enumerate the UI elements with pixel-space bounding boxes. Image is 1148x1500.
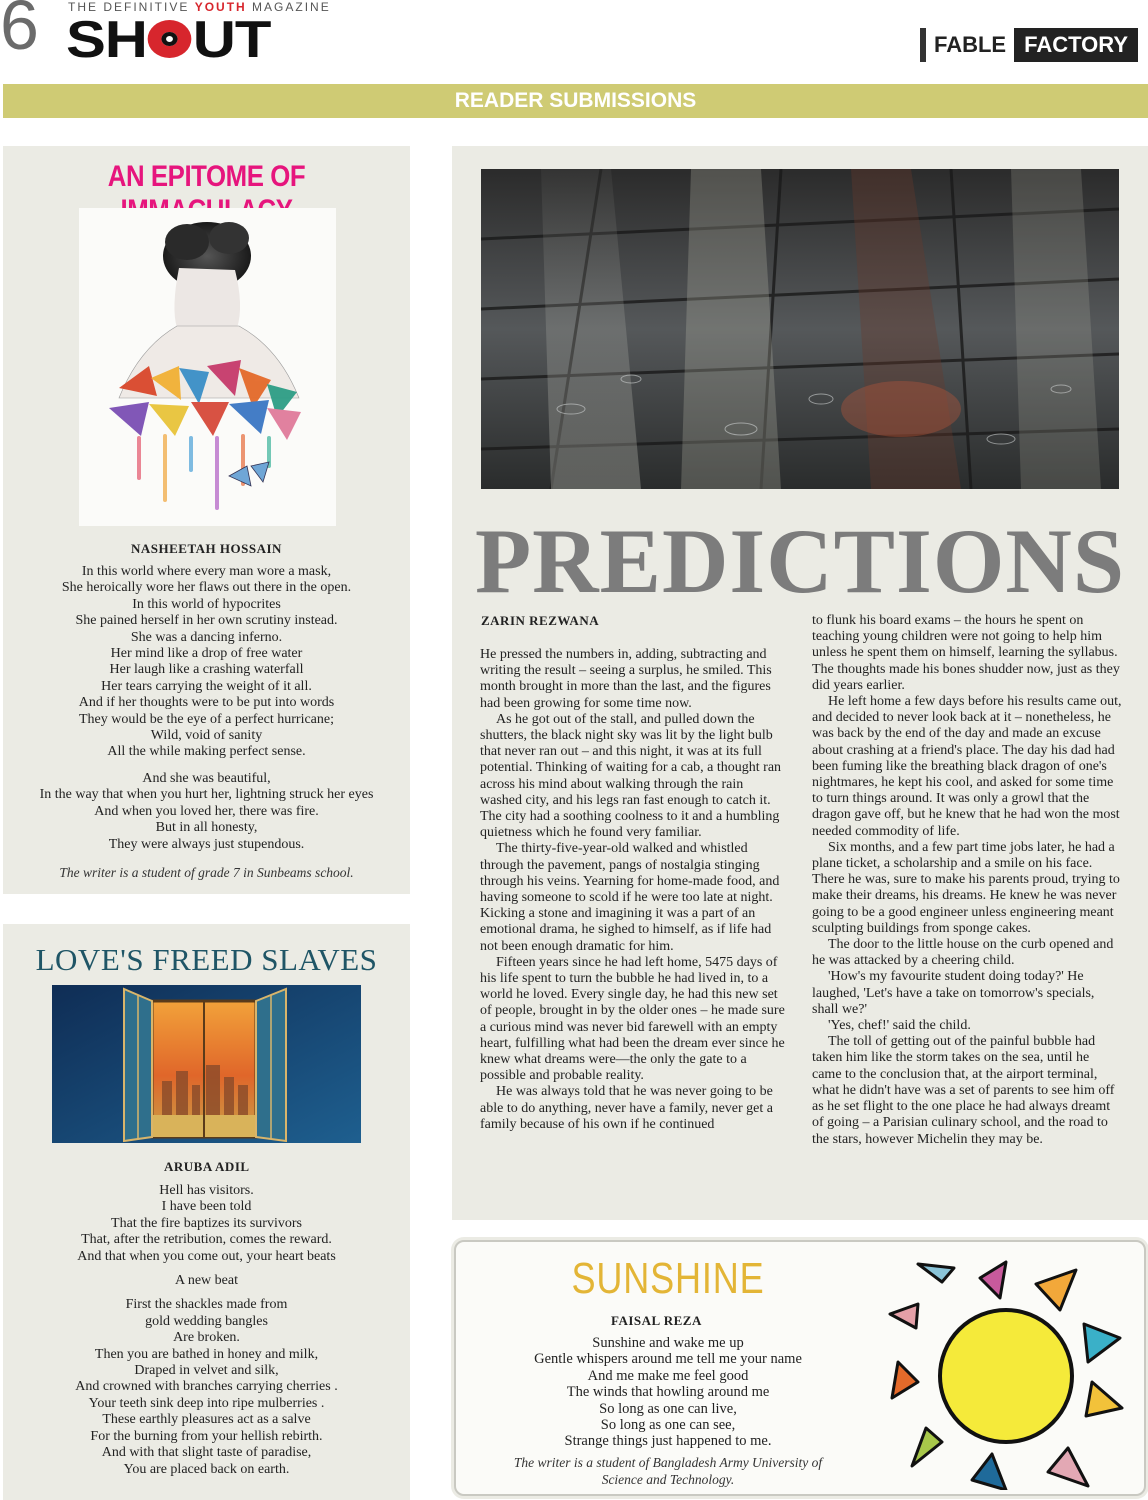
poem-line: And crowned with branches carrying cherries .: [75, 1379, 338, 1395]
poem-line: That the fire baptizes its survivors: [111, 1215, 302, 1231]
story-paragraph: He left home a few days before his results came out, and decided to never look back at it – nonetheless, he was back by the end of the day and made an excuse about crashing at a friend's place. The day his dad had been fuming like the breathing black dragon of one's nightmares, he kept his cool, and asked for some time to turn things around. It was only a growl that the dragon gave off, but he knew that he had won the most needed commodity of life.: [812, 694, 1122, 839]
story-paragraph: Fifteen years since he had left home, 5475 days of his life spent to turn the bubble he had lived in, to a world he loved. Every single day, he had this new set of people, brought in by the older ones – he made sure a curious mind was never bid farewell with an empty heart, fulfilling what had been the dream ever since he knew what dreams were—the only the gate to a possible and probable reality.: [480, 954, 785, 1084]
story-paragraph: 'How's my favourite student doing today?' He laughed, 'Let's have a take on tomorrow's specials, shall we?': [812, 969, 1095, 1017]
section-tag-bar: [920, 28, 926, 62]
poem-line: These earthly pleasures act as a salve: [102, 1412, 311, 1428]
poem1-author: NASHEETAH HOSSAIN: [131, 541, 282, 556]
story-author: ZARIN REZWANA: [481, 613, 600, 628]
poem-line: In this world where every man wore a mask,: [81, 564, 332, 579]
poem-line: They were always just stupendous.: [108, 836, 305, 852]
poem-line: But in all honesty,: [155, 820, 258, 836]
poem-line: First the shackles made from: [125, 1297, 288, 1313]
woman-butterflies-illustration: [79, 208, 336, 526]
poem-line: And she was beautiful,: [142, 770, 271, 786]
poem-line: Are broken.: [173, 1330, 240, 1346]
story-column-1: [480, 647, 787, 1133]
stanza-gap: [3, 1265, 410, 1273]
story-column-2: [812, 613, 1122, 1148]
poem-line: She pained herself in her own scrutiny instead.: [75, 613, 338, 629]
poem-line: In the way that when you hurt her, lightning struck her eyes: [39, 787, 374, 803]
story-paragraph: The thirty-five-year-old walked and whistled through the pavement, pangs of nostalgia stinging through his veins. Yearning for home-made food, and having someone to scold if he were too late at night. Kicking a stone and imagining it was a part of an emotional drama, he sighed to himself, as if life had not been enough dramatic for him.: [480, 841, 780, 954]
rainy-pavement-photo: [481, 169, 1119, 489]
section-tag-word2: FACTORY: [1014, 28, 1138, 62]
poem-line: A new beat: [175, 1273, 238, 1289]
poem-line: The winds that howling around me: [566, 1384, 770, 1401]
poem-line: I have been told: [161, 1199, 252, 1215]
poem2-body: [3, 1183, 410, 1478]
story-paragraph: to flunk his board exams – the hours he spent on teaching young children were not going to help him unless he spent them on himself, learning the syllabus. The thoughts made his bones shudder now, just as they did years earlier.: [812, 613, 1120, 693]
poem-line: They would be the eye of a perfect hurricane;: [79, 711, 334, 727]
poem-line: And if her thoughts were to be put into words: [78, 695, 335, 711]
stanza-gap: [3, 1289, 410, 1297]
poem-line: Strange things just happened to me.: [564, 1433, 772, 1450]
poem-line: That, after the retribution, comes the reward.: [81, 1232, 332, 1248]
poem-line: And me make me feel good: [587, 1367, 749, 1384]
page-number: 6: [0, 0, 39, 64]
story-paragraph: 'Yes, chef!' said the child.: [828, 1018, 971, 1034]
poem-line: You are placed back on earth.: [123, 1461, 290, 1477]
poem-line: Gentle whispers around me tell me your name: [534, 1351, 802, 1368]
poem-line: So long as one can see,: [600, 1417, 736, 1434]
poem-line: And with that slight taste of paradise,: [101, 1445, 312, 1461]
poem-line: For the burning from your hellish rebirth.: [90, 1428, 323, 1444]
logo-target-icon: [148, 20, 192, 58]
poem-line: Draped in velvet and silk,: [134, 1363, 279, 1379]
story-paragraph: The toll of getting out of the painful bubble had taken him like the storm takes on the sea, until he came to the conclusion that, at the airport terminal, what he didn't have was a set of parents to see him off as he set flight to the one place he had always dreamt of going – a Parisian culinary school, and the road to the stars, however Michelin they may be.: [812, 1034, 1115, 1147]
tagline-accent: YOUTH: [194, 0, 247, 14]
poem-line: Wild, void of sanity: [150, 728, 263, 744]
poem2-author: ARUBA ADIL: [164, 1159, 250, 1174]
logo-right: UT: [192, 11, 271, 69]
story-paragraph: He was always told that he was never going to be able to do anything, never have a family, never get a family because of his own if he continued: [480, 1084, 773, 1132]
stanza-gap: [3, 761, 410, 771]
poem-line: gold wedding bangles: [145, 1313, 268, 1329]
poem3-title: SUNSHINE: [571, 1254, 765, 1303]
shout-logo: [66, 11, 271, 69]
sun-illustration: [888, 1258, 1124, 1490]
poem-line: And when you loved her, there was fire.: [94, 803, 319, 819]
poem-line: Your teeth sink deep into ripe mulberries .: [88, 1395, 325, 1411]
story-paragraph: As he got out of the stall, and pulled down the shutters, the black night sky was lit by the light bulb that never ran out – and this night, it was at its full potential. Thinking of waiting for a cab, a thought ran across his mind about walking through the rain washed city, and his legs ran fast enough to catch it. The city had a soothing coolness to it and a humbling quietness which he found very familiar.: [480, 711, 782, 841]
poem3-author: FAISAL REZA: [611, 1313, 702, 1328]
section-banner: READER SUBMISSIONS: [3, 84, 1148, 118]
poem1-author-note: The writer is a student of grade 7 in Sunbeams school.: [59, 865, 354, 880]
poem-line: Sunshine and wake me up: [592, 1335, 744, 1351]
poem-line: Her laugh like a crashing waterfall: [109, 662, 304, 678]
poem-line: She was a dancing inferno.: [130, 629, 283, 645]
note-line: The writer is a student of Bangladesh Army University of: [513, 1455, 823, 1470]
logo-left: SH: [66, 11, 147, 69]
note-line: Science and Technology.: [601, 1472, 735, 1487]
poem3-author-note: [470, 1454, 866, 1488]
poem-line: Then you are bathed in honey and milk,: [94, 1346, 319, 1362]
poem-line: Hell has visitors.: [159, 1183, 254, 1198]
poem-line: And that when you come out, your heart beats: [77, 1248, 336, 1264]
poem-line: All the while making perfect sense.: [107, 744, 306, 760]
poem-line: In this world of hypocrites: [132, 596, 281, 612]
poem-line: Her mind like a drop of free water: [110, 646, 303, 662]
poem3-body: [480, 1335, 856, 1450]
story-paragraph: The door to the little house on the curb opened and he was attacked by a cheering child.: [812, 937, 1114, 969]
poem1-title: AN EPITOME OF: [107, 160, 306, 193]
story-title: PREDICTIONS: [474, 510, 1125, 612]
section-tag-word1: FABLE: [933, 32, 1007, 57]
tagline-pre: THE DEFINITIVE: [68, 0, 195, 14]
poem-line: She heroically wore her flaws out there in the open.: [61, 580, 352, 596]
poem2-title: LOVE'S FREED SLAVES: [35, 942, 378, 977]
story-paragraph: Six months, and a few part time jobs later, he had a plane ticket, a scholarship and a smile on his face. There he was, sure to make his parents proud, trying to make their dreams, his dreams. He knew he was never going to be a good engineer unless engineering meant sculpting buildings from sponge cakes.: [812, 839, 1120, 936]
poem1-body: [3, 564, 410, 853]
poem-line: Her tears carrying the weight of it all.: [101, 678, 312, 694]
poem-line: So long as one can live,: [599, 1400, 737, 1417]
tagline-post: MAGAZINE: [246, 0, 331, 14]
open-window-illustration: [52, 985, 361, 1143]
section-tag: [920, 28, 1138, 62]
story-paragraph: He pressed the numbers in, adding, subtracting and writing the result – seeing a surplus, he smiled. This month brought in more than the last, and the figures had been growing for some time now.: [480, 647, 772, 711]
